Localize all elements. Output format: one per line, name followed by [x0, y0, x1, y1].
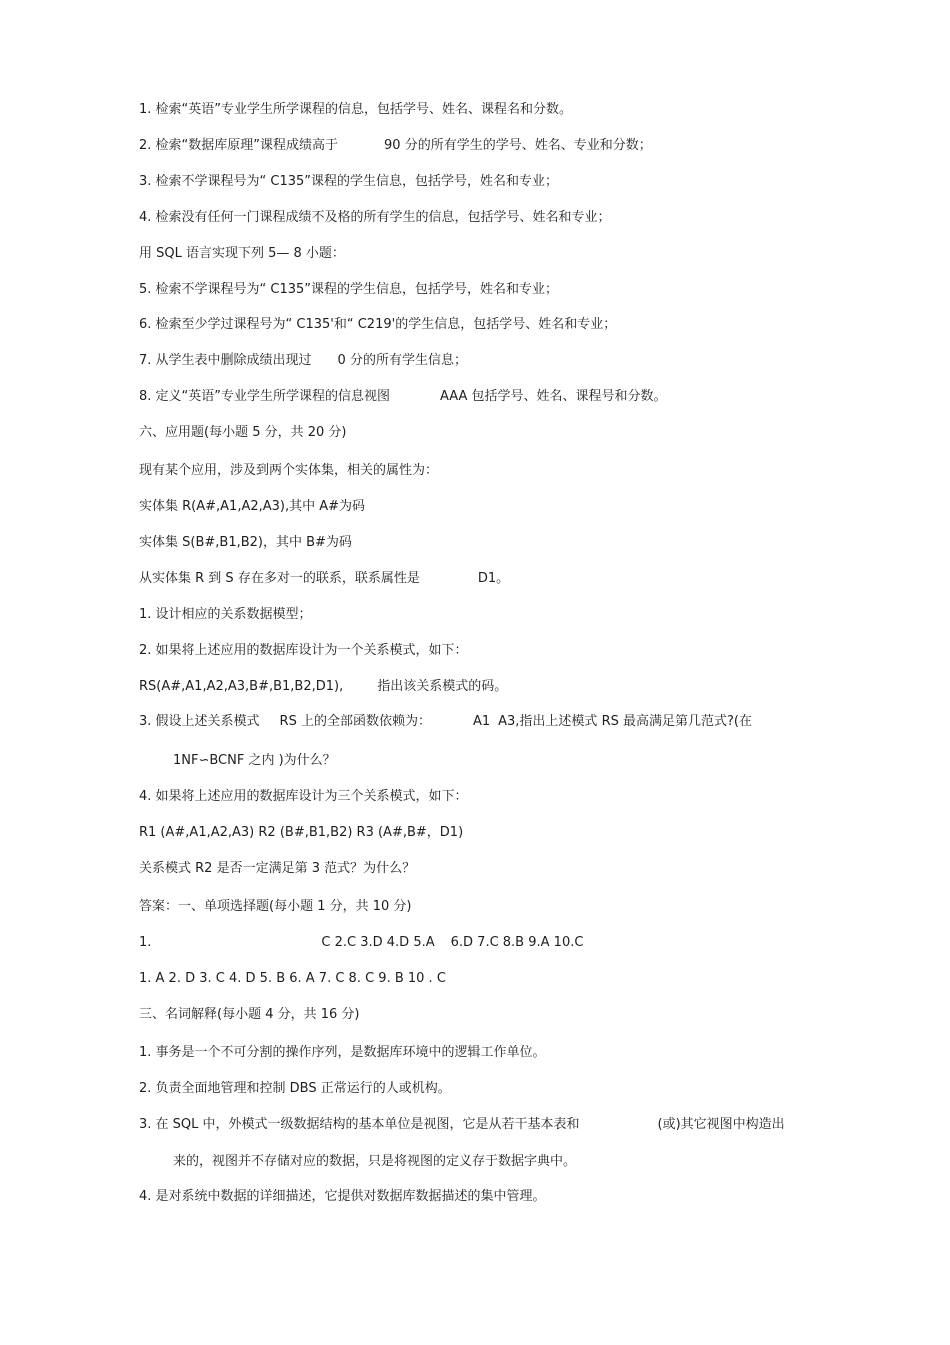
- rs-schema: RS(A#,A1,A2,A3,B#,B1,B2,D1), 指出该关系模式的码。: [139, 679, 508, 694]
- application-question-1: 1. 设计相应的关系数据模型；: [139, 607, 312, 622]
- entity-set-s: 实体集 S(B#,B1,B2)，其中 B#为码: [139, 535, 352, 550]
- sql-item-5: 5. 检索不学课程号为“ C135”课程的学生信息，包括学号，姓名和专业；: [139, 282, 559, 297]
- sql-item-7: 7. 从学生表中删除成绩出现过 0 分的所有学生信息；: [139, 353, 467, 368]
- term-answer-2: 2. 负责全面地管理和控制 DBS 正常运行的人或机构。: [139, 1081, 451, 1096]
- application-intro: 现有某个应用，涉及到两个实体集，相关的属性为：: [139, 463, 439, 478]
- sql-instruction: 用 SQL 语言实现下列 5— 8 小题：: [139, 246, 345, 261]
- answer-row-2: 1. A 2. D 3. C 4. D 5. B 6. A 7. C 8. C 9. B 10 . C: [139, 971, 446, 986]
- application-question-3-continued: 1NF∽BCNF 之内 )为什么？: [173, 753, 336, 768]
- r2-question: 关系模式 R2 是否一定满足第 3 范式？为什么？: [139, 861, 416, 876]
- application-question-4: 4. 如果将上述应用的数据库设计为三个关系模式，如下：: [139, 789, 468, 804]
- term-answer-3: 3. 在 SQL 中，外模式一级数据结构的基本单位是视图，它是从若干基本表和 (或)其它视图中构造出: [139, 1117, 785, 1132]
- query-item-1: 1. 检索“英语”专业学生所学课程的信息，包括学号、姓名、课程名和分数。: [139, 102, 573, 117]
- terms-heading: 三、名词解释(每小题 4 分，共 16 分): [139, 1007, 360, 1022]
- sql-item-8: 8. 定义“英语”专业学生所学课程的信息视图 AAA 包括学号、姓名、课程号和分数。: [139, 389, 667, 404]
- section-heading-application: 六、应用题(每小题 5 分，共 20 分): [139, 425, 347, 440]
- application-question-3: 3. 假设上述关系模式 RS 上的全部函数依赖为： A1 A3,指出上述模式 RS 最高满足第几范式?(在: [139, 714, 752, 729]
- term-answer-3-continued: 来的，视图并不存储对应的数据，只是将视图的定义存于数据字典中。: [173, 1154, 577, 1169]
- application-question-2: 2. 如果将上述应用的数据库设计为一个关系模式，如下：: [139, 643, 468, 658]
- query-item-2: 2. 检索“数据库原理”课程成绩高于 90 分的所有学生的学号、姓名、专业和分数；: [139, 138, 652, 153]
- sql-item-6: 6. 检索至少学过课程号为“ C135'和“ C219'的学生信息，包括学号、姓名和专业；: [139, 317, 617, 332]
- relationship-description: 从实体集 R 到 S 存在多对一的联系，联系属性是 D1。: [139, 571, 510, 586]
- answer-row-1: 1. C 2.C 3.D 4.D 5.A 6.D 7.C 8.B 9.A 10.C: [139, 935, 584, 950]
- query-item-4: 4. 检索没有任何一门课程成绩不及格的所有学生的信息，包括学号、姓名和专业；: [139, 210, 611, 225]
- answers-heading: 答案：一、单项选择题(每小题 1 分，共 10 分): [139, 899, 412, 914]
- entity-set-r: 实体集 R(A#,A1,A2,A3),其中 A#为码: [139, 499, 366, 514]
- term-answer-1: 1. 事务是一个不可分割的操作序列，是数据库环境中的逻辑工作单位。: [139, 1045, 546, 1060]
- three-schemas: R1 (A#,A1,A2,A3) R2 (B#,B1,B2) R3 (A#,B#，D1): [139, 825, 464, 840]
- term-answer-4: 4. 是对系统中数据的详细描述，它提供对数据库数据描述的集中管理。: [139, 1189, 546, 1204]
- query-item-3: 3. 检索不学课程号为“ C135”课程的学生信息，包括学号，姓名和专业；: [139, 174, 559, 189]
